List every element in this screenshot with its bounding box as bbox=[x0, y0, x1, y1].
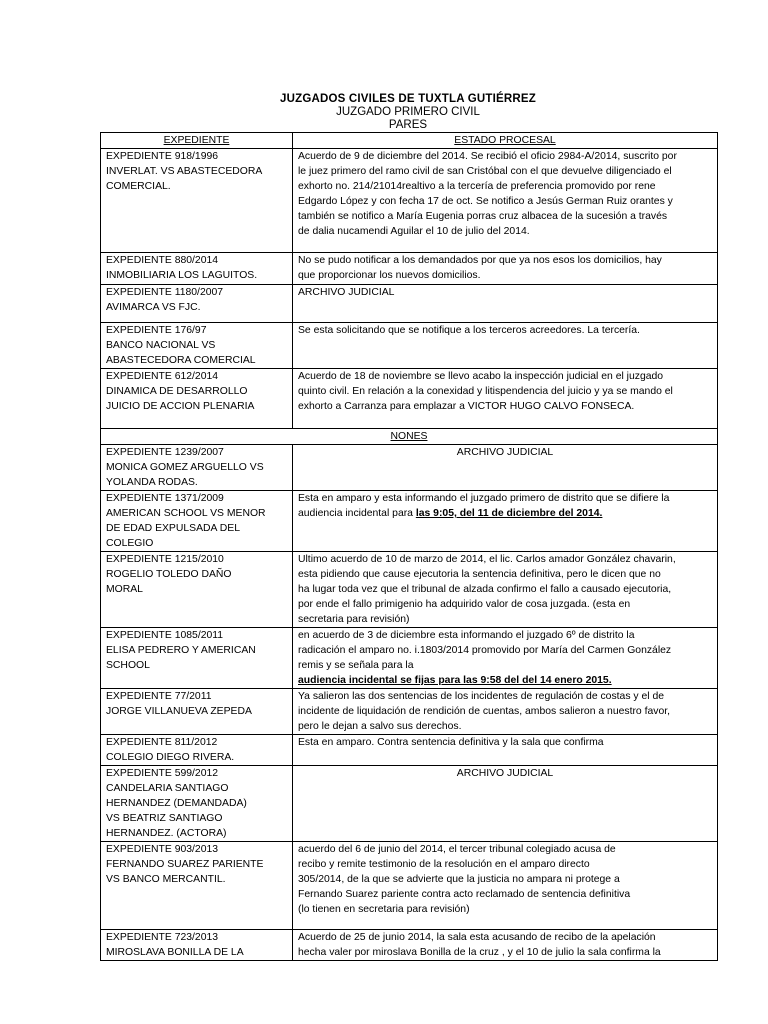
estado-line: remis y se señala para la bbox=[298, 660, 414, 671]
expediente-line: VS BEATRIZ SANTIAGO bbox=[106, 813, 223, 824]
expediente-line: EXPEDIENTE 918/1996 bbox=[106, 151, 219, 162]
expediente-line: EXPEDIENTE 723/2013 bbox=[106, 932, 219, 943]
estado-line: pero le dejan a salvo sus derechos. bbox=[298, 721, 462, 732]
estado-line: de dalia nucamendi Aguilar el 10 de julio del 2014. bbox=[298, 226, 530, 237]
estado-line: en acuerdo de 3 de diciembre esta informando el juzgado 6º de distrito la bbox=[298, 630, 635, 641]
estado-cell bbox=[293, 253, 718, 285]
expediente-line: JUICIO DE ACCION PLENARIA bbox=[106, 401, 255, 412]
hearing-date-highlight: las 9:05, del 11 de diciembre del 2014. bbox=[415, 508, 603, 519]
estado-line: exhorto a Carranza para emplazar a VICTOR HUGO CALVO FONSECA. bbox=[298, 401, 635, 412]
estado-text: audiencia incidental para bbox=[298, 508, 416, 519]
expediente-line: MONICA GOMEZ ARGUELLO VS bbox=[106, 462, 264, 473]
estado-cell bbox=[293, 445, 718, 491]
expediente-line: HERNANDEZ (DEMANDADA) bbox=[106, 798, 247, 809]
estado-line: recibo y remite testimonio de la resolución en el amparo directo bbox=[298, 859, 590, 870]
estado-line: secretaria para revisión) bbox=[298, 614, 410, 625]
table-row bbox=[101, 445, 718, 491]
expediente-line: COLEGIO bbox=[106, 538, 154, 549]
estado-line: que proporcionar los nuevos domicilios. bbox=[298, 270, 481, 281]
estado-cell bbox=[293, 930, 718, 961]
expediente-line: INMOBILIARIA LOS LAGUITOS. bbox=[106, 270, 258, 281]
estado-line: por ende el fallo primigenio ha adquirido valor de cosa juzgada. (esta en bbox=[298, 599, 631, 610]
estado-line: Edgardo López y con fecha 17 de oct. Se notifico a Jesús German Ruiz orantes y bbox=[298, 196, 673, 207]
expediente-line: EXPEDIENTE 880/2014 bbox=[106, 255, 219, 266]
expediente-line: ROGELIO TOLEDO DAÑO bbox=[106, 569, 232, 580]
estado-cell bbox=[293, 842, 718, 930]
estado-line: 305/2014, de la que se advierte que la justicia no ampara ni protege a bbox=[298, 874, 620, 885]
estado-line: ARCHIVO JUDICIAL bbox=[298, 287, 395, 298]
table-row bbox=[101, 842, 718, 930]
expediente-cell bbox=[101, 285, 293, 323]
expediente-line: EXPEDIENTE 77/2011 bbox=[106, 691, 212, 702]
estado-line: (lo tienen en secretaria para revisión) bbox=[298, 904, 470, 915]
expediente-line: EXPEDIENTE 811/2012 bbox=[106, 737, 218, 748]
estado-line: acuerdo del 6 de junio del 2014, el tercer tribunal colegiado acusa de bbox=[298, 844, 616, 855]
expediente-line: AMERICAN SCHOOL VS MENOR bbox=[106, 508, 266, 519]
estado-line: incidente de liquidación de rendición de cuentas, ambos salieron a nuestro favor, bbox=[298, 706, 670, 717]
estado-line: Acuerdo de 18 de noviembre se llevo acabo la inspección judicial en el juzgado bbox=[298, 371, 664, 382]
document-title: JUZGADOS CIVILES DE TUXTLA GUTIÉRREZ bbox=[280, 93, 536, 105]
estado-line: No se pudo notificar a los demandados por que ya nos esos los domicilios, hay bbox=[298, 255, 662, 266]
expediente-line: EXPEDIENTE 1085/2011 bbox=[106, 630, 224, 641]
expediente-cell bbox=[101, 323, 293, 369]
estado-line: exhorto no. 214/21014realtivo a la tercería de preferencia promovido por rene bbox=[298, 181, 656, 192]
estado-line: quinto civil. En relación a la conexidad y litispendencia del juicio y ya se mando el bbox=[298, 386, 673, 397]
estado-line: ARCHIVO JUDICIAL bbox=[456, 447, 554, 458]
estado-cell bbox=[293, 285, 718, 323]
estado-cell bbox=[293, 149, 718, 253]
table-row bbox=[101, 766, 718, 842]
expediente-line: EXPEDIENTE 1215/2010 bbox=[106, 554, 224, 565]
expediente-cell bbox=[101, 735, 293, 766]
estado-line: ha lugar toda vez que el tribunal de alzada confirmo el fallo a causado ejecutoria, bbox=[298, 584, 672, 595]
expediente-line: EXPEDIENTE 903/2013 bbox=[106, 844, 219, 855]
estado-line: le juez primero del ramo civil de san Cristóbal con el que devuelve diligenciado el bbox=[298, 166, 672, 177]
expediente-cell bbox=[101, 689, 293, 735]
section-label-pares: PARES bbox=[388, 119, 428, 131]
estado-line: Fernando Suarez pariente contra acto reclamado de sentencia definitiva bbox=[298, 889, 631, 900]
expediente-line: JORGE VILLANUEVA ZEPEDA bbox=[106, 706, 252, 717]
expediente-line: EXPEDIENTE 1371/2009 bbox=[106, 493, 224, 504]
estado-line: hecha valer por miroslava Bonilla de la cruz , y el 10 de julio la sala confirma la bbox=[298, 947, 661, 958]
expediente-line: DINAMICA DE DESARROLLO bbox=[106, 386, 248, 397]
estado-line: Esta en amparo. Contra sentencia definitiva y la sala que confirma bbox=[298, 737, 604, 748]
expediente-line: COLEGIO DIEGO RIVERA. bbox=[106, 752, 235, 763]
expediente-line: EXPEDIENTE 1239/2007 bbox=[106, 447, 224, 458]
estado-cell bbox=[293, 491, 718, 552]
expediente-line: INVERLAT. VS ABASTECEDORA bbox=[106, 166, 263, 177]
expediente-line: AVIMARCA VS FJC. bbox=[106, 302, 201, 313]
expediente-cell bbox=[101, 369, 293, 429]
estado-line: Esta en amparo y esta informando el juzgado primero de distrito que se difiere la bbox=[298, 493, 670, 504]
table-row bbox=[101, 689, 718, 735]
estado-line: Se esta solicitando que se notifique a los terceros acreedores. La tercería. bbox=[298, 325, 640, 336]
table-row bbox=[101, 930, 718, 961]
estado-cell bbox=[293, 689, 718, 735]
estado-cell bbox=[293, 628, 718, 689]
expediente-cell bbox=[101, 930, 293, 961]
hearing-date-highlight: audiencia incidental se fijas para las 9:58 del del 14 enero 2015. bbox=[298, 675, 612, 686]
expediente-line: VS BANCO MERCANTIL. bbox=[106, 874, 226, 885]
expediente-cell bbox=[101, 445, 293, 491]
case-table bbox=[100, 132, 718, 961]
estado-line: Ya salieron las dos sentencias de los incidentes de regulación de costas y el de bbox=[298, 691, 665, 702]
document-subtitle: JUZGADO PRIMERO CIVIL bbox=[336, 106, 480, 118]
table-row bbox=[101, 628, 718, 689]
expediente-line: SCHOOL bbox=[106, 660, 150, 671]
expediente-line: DE EDAD EXPULSADA DEL bbox=[106, 523, 240, 534]
column-header-expediente: EXPEDIENTE bbox=[101, 133, 293, 149]
estado-line: Acuerdo de 9 de diciembre del 2014. Se recibió el oficio 2984-A/2014, suscrito por bbox=[298, 151, 677, 162]
expediente-cell bbox=[101, 253, 293, 285]
estado-cell bbox=[293, 369, 718, 429]
expediente-line: EXPEDIENTE 176/97 bbox=[106, 325, 207, 336]
expediente-cell bbox=[101, 842, 293, 930]
estado-cell bbox=[293, 323, 718, 369]
expediente-line: EXPEDIENTE 612/2014 bbox=[106, 371, 219, 382]
expediente-cell bbox=[101, 491, 293, 552]
estado-cell bbox=[293, 552, 718, 628]
table-row bbox=[101, 491, 718, 552]
estado-line: radicación el amparo no. i.1803/2014 promovido por María del Carmen González bbox=[298, 645, 672, 656]
table-row bbox=[101, 552, 718, 628]
estado-cell bbox=[293, 735, 718, 766]
estado-line: ARCHIVO JUDICIAL bbox=[456, 768, 554, 779]
expediente-line: BANCO NACIONAL VS bbox=[106, 340, 216, 351]
estado-cell bbox=[293, 766, 718, 842]
expediente-line: HERNANDEZ. (ACTORA) bbox=[106, 828, 227, 839]
table-row bbox=[101, 735, 718, 766]
table-row bbox=[101, 253, 718, 285]
table-header-row bbox=[101, 133, 718, 149]
estado-line: también se notifico a María Eugenia porras cruz albacea de la sucesión a través bbox=[298, 211, 668, 222]
expediente-line: FERNANDO SUAREZ PARIENTE bbox=[106, 859, 264, 870]
expediente-line: MORAL bbox=[106, 584, 143, 595]
expediente-cell bbox=[101, 552, 293, 628]
expediente-line: EXPEDIENTE 1180/2007 bbox=[106, 287, 224, 298]
expediente-cell bbox=[101, 149, 293, 253]
column-header-estado: ESTADO PROCESAL bbox=[293, 133, 718, 149]
expediente-line: COMERCIAL. bbox=[106, 181, 171, 192]
table-row bbox=[101, 369, 718, 429]
table-row bbox=[101, 285, 718, 323]
section-label-nones: NONES bbox=[101, 429, 718, 445]
expediente-line: ELISA PEDRERO Y AMERICAN bbox=[106, 645, 256, 656]
table-row bbox=[101, 323, 718, 369]
estado-line bbox=[298, 506, 712, 521]
expediente-line: ABASTECEDORA COMERCIAL bbox=[106, 355, 256, 366]
table-row bbox=[101, 149, 718, 253]
expediente-line: YOLANDA RODAS. bbox=[106, 477, 198, 488]
section-row-nones bbox=[101, 429, 718, 445]
estado-line: esta pidiendo que cause ejecutoria la sentencia definitiva, pero le dicen que no bbox=[298, 569, 661, 580]
estado-line: Ultimo acuerdo de 10 de marzo de 2014, el lic. Carlos amador González chavarin, bbox=[298, 554, 676, 565]
expediente-cell bbox=[101, 628, 293, 689]
expediente-line: EXPEDIENTE 599/2012 bbox=[106, 768, 219, 779]
estado-line: Acuerdo de 25 de junio 2014, la sala esta acusando de recibo de la apelación bbox=[298, 932, 656, 943]
expediente-cell bbox=[101, 766, 293, 842]
expediente-line: CANDELARIA SANTIAGO bbox=[106, 783, 229, 794]
expediente-line: MIROSLAVA BONILLA DE LA bbox=[106, 947, 244, 958]
